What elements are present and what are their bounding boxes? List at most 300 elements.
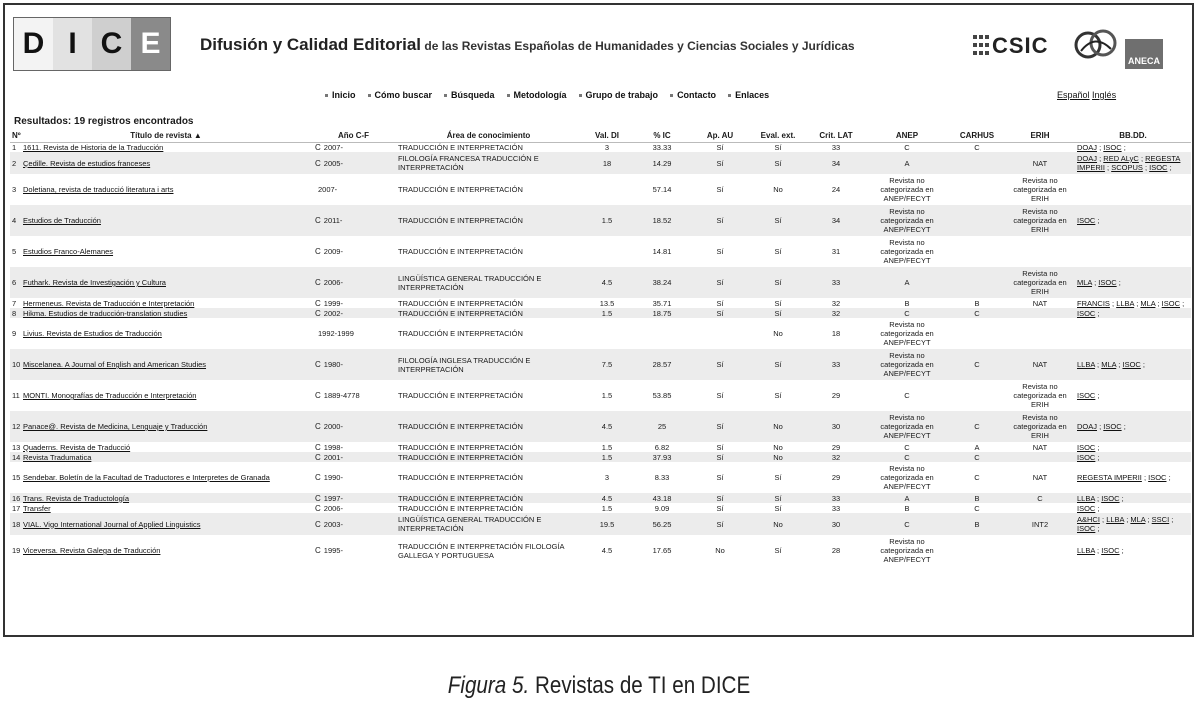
table-row: [10, 535, 1191, 566]
table-row: [10, 349, 1191, 380]
aneca-logo-text: ANECA: [1127, 56, 1160, 66]
crit-lat-cell: 32: [831, 298, 841, 308]
year-cell: [311, 308, 396, 318]
table-row: [10, 267, 1191, 298]
header-anep[interactable]: ANEP: [865, 130, 949, 142]
val-di-cell: 4.5: [581, 411, 633, 442]
ap-au-cell: Sí: [716, 298, 724, 308]
ap-au-cell: Sí: [691, 152, 749, 174]
nav-grupo-trabajo[interactable]: [579, 90, 659, 100]
database-link[interactable]: ISOC: [1077, 524, 1096, 533]
database-link[interactable]: SSCI: [1151, 515, 1170, 524]
copyright-c-mark: C: [315, 278, 321, 287]
header-eval-ext[interactable]: Eval. ext.: [749, 130, 807, 142]
ap-au-cell: Sí: [691, 308, 749, 318]
eval-ext-cell: Sí: [774, 391, 782, 400]
database-link[interactable]: RED ALyC: [1103, 154, 1139, 163]
header-carhus[interactable]: CARHUS: [949, 130, 1005, 142]
year-cell: [311, 503, 396, 513]
ap-au-cell: [691, 318, 749, 349]
year-value: 2009-: [323, 247, 343, 256]
journal-title-link[interactable]: Trans. Revista de Traductología: [23, 493, 130, 503]
val-di-cell: 1.5: [601, 503, 613, 513]
nav-label: Grupo de trabajo: [585, 90, 659, 100]
crit-lat-cell: 32: [807, 452, 865, 462]
eval-ext-cell: Sí: [774, 503, 782, 513]
row-number: 15: [12, 473, 21, 482]
header-val-di[interactable]: Val. DI: [581, 130, 633, 142]
journal-title-link[interactable]: VIAL. Vigo International Journal of Applied Linguistics: [23, 519, 201, 529]
year-cell: [311, 442, 396, 452]
row-number: 6: [10, 267, 21, 298]
journal-title-link[interactable]: Transfer: [23, 503, 51, 513]
carhus-cell: B: [949, 493, 1005, 503]
table-row: [10, 380, 1191, 411]
journal-title-link[interactable]: Estudios de Traducción: [23, 216, 101, 225]
database-link[interactable]: DOAJ: [1077, 422, 1098, 431]
header-ic[interactable]: % IC: [633, 130, 691, 142]
anep-cell: Revista no categorizada en ANEP/FECYT: [880, 320, 934, 347]
header-crit-lat[interactable]: Crit. LAT: [807, 130, 865, 142]
year-value: 1995-: [323, 546, 343, 555]
database-link[interactable]: REGESTA IMPERII: [1077, 154, 1181, 172]
databases-cell: ISOC ;: [1075, 308, 1191, 318]
databases-cell: DOAJ ; ISOC ;: [1075, 411, 1191, 442]
carhus-cell: C: [974, 503, 980, 513]
figure-caption-label: Figura 5.: [447, 672, 530, 699]
row-number: 19: [12, 546, 21, 555]
csic-logo[interactable]: [973, 31, 1049, 61]
eval-ext-cell: No: [749, 452, 807, 462]
table-row: [10, 298, 1191, 308]
anep-cell: B: [904, 298, 910, 308]
ic-cell: 38.24: [633, 267, 691, 298]
ic-cell: 37.93: [633, 452, 691, 462]
val-di-cell: 1.5: [581, 452, 633, 462]
anep-cell: C: [865, 513, 949, 535]
journal-title-link[interactable]: MONTI. Monografías de Traducción e Interpretación: [23, 391, 197, 400]
database-link[interactable]: MLA: [1077, 278, 1093, 287]
lang-en-link[interactable]: Inglés: [1092, 90, 1117, 100]
erih-cell: Revista no categorizada en ERIH: [1005, 267, 1075, 298]
nav-label: Enlaces: [735, 90, 770, 100]
database-link[interactable]: ISOC: [1098, 278, 1117, 287]
row-number: 18: [10, 513, 21, 535]
table-row: [10, 462, 1191, 493]
title-cell: [21, 205, 311, 236]
year-value: 2011-: [323, 216, 343, 225]
erih-cell: NAT: [1032, 298, 1048, 308]
year-value: 2006-: [323, 503, 343, 513]
nav-label: Cómo buscar: [374, 90, 433, 100]
aneca-logo[interactable]: [1125, 39, 1163, 69]
erih-cell: [1005, 308, 1075, 318]
copyright-c-mark: C: [315, 422, 321, 431]
title-cell: [21, 267, 311, 298]
ap-au-cell: Sí: [691, 349, 749, 380]
nav-busqueda[interactable]: [444, 90, 495, 100]
database-link[interactable]: SCOPUS: [1111, 163, 1143, 172]
area-cell: TRADUCCIÓN E INTERPRETACIÓN: [396, 452, 581, 462]
ic-cell: 33.33: [652, 142, 672, 152]
erih-cell: NAT: [1005, 152, 1075, 174]
ic-cell: 57.14: [652, 185, 672, 194]
eval-ext-cell: Sí: [774, 546, 782, 555]
ap-au-cell: Sí: [691, 267, 749, 298]
nav-label: Contacto: [677, 90, 717, 100]
journal-title-link[interactable]: Miscelanea. A Journal of English and American Studies: [23, 360, 207, 369]
database-link[interactable]: LLBA: [1077, 360, 1095, 369]
val-di-cell: 1.5: [601, 391, 613, 400]
header-year[interactable]: Año C-F: [311, 130, 396, 142]
ap-au-cell: Sí: [716, 142, 724, 152]
crit-lat-cell: 30: [807, 513, 865, 535]
row-number: 16: [12, 493, 21, 503]
journal-title-link[interactable]: Doletiana, revista de traducció literatura i arts: [23, 185, 174, 194]
copyright-c-mark: C: [315, 298, 321, 308]
copyright-c-mark: C: [315, 216, 321, 225]
ic-cell: 9.09: [654, 503, 670, 513]
databases-cell: FRANCIS ; LLBA ; MLA ; ISOC ;: [1077, 298, 1185, 308]
ic-cell: [633, 318, 691, 349]
cchs-logo-icon[interactable]: [1073, 27, 1119, 65]
copyright-c-mark: C: [315, 442, 321, 452]
database-link[interactable]: MLA: [1130, 515, 1146, 524]
eval-ext-cell: No: [773, 442, 783, 452]
copyright-c-mark: C: [315, 158, 321, 168]
journal-title-link[interactable]: Hikma. Estudios de traducción-translation studies: [23, 308, 188, 318]
carhus-cell: [949, 267, 1005, 298]
table-row: [10, 411, 1191, 442]
header-title-sort[interactable]: Título de revista ▲: [21, 130, 311, 142]
databases-cell: [1075, 236, 1191, 267]
bullet-icon: [368, 94, 371, 97]
crit-lat-cell: 29: [831, 391, 841, 400]
nav-contacto[interactable]: [670, 90, 716, 100]
copyright-c-mark: C: [315, 247, 321, 256]
title-cell: [21, 318, 311, 349]
databases-cell: [1075, 174, 1191, 205]
table-row: [10, 318, 1191, 349]
year-cell: [311, 318, 396, 349]
erih-cell: NAT: [1032, 442, 1048, 452]
val-di-cell: 18: [581, 152, 633, 174]
anep-cell: A: [865, 152, 949, 174]
row-number: 2: [10, 152, 21, 174]
crit-lat-cell: 33: [831, 142, 841, 152]
table-row: [10, 503, 1191, 513]
anep-cell: Revista no categorizada en ANEP/FECYT: [865, 411, 949, 442]
year-value: 1980-: [323, 360, 343, 369]
crit-lat-cell: 34: [807, 152, 865, 174]
crit-lat-cell: 33: [807, 267, 865, 298]
logo-letter-i: I: [53, 18, 92, 70]
site-title: [200, 35, 855, 55]
copyright-c-mark: C: [315, 391, 321, 400]
ap-au-cell: Sí: [691, 411, 749, 442]
ic-cell: 35.71: [652, 298, 672, 308]
erih-cell: INT2: [1005, 513, 1075, 535]
ap-au-cell: No: [715, 546, 725, 555]
database-link[interactable]: ISOC: [1122, 360, 1141, 369]
header-num: Nº: [12, 131, 21, 141]
nav-como-buscar[interactable]: [368, 90, 433, 100]
row-number: 4: [10, 205, 21, 236]
site-header: [5, 5, 1192, 83]
copyright-c-mark: C: [315, 473, 321, 482]
table-row: [10, 236, 1191, 267]
year-value: 2001-: [323, 452, 343, 462]
database-link[interactable]: FRANCIS: [1077, 298, 1110, 308]
copyright-c-mark: C: [315, 519, 321, 529]
crit-lat-cell: 29: [831, 442, 841, 452]
title-cell: [21, 462, 311, 493]
database-link[interactable]: MLA: [1140, 298, 1156, 308]
year-value: 1889-4778: [323, 391, 360, 400]
bullet-icon: [728, 94, 731, 97]
area-cell: TRADUCCIÓN E INTERPRETACIÓN: [398, 442, 523, 452]
nav-inicio[interactable]: [325, 90, 356, 100]
eval-ext-cell: Sí: [749, 267, 807, 298]
database-link[interactable]: ISOC: [1077, 442, 1096, 452]
figure-caption-text: Revistas de TI en DICE: [529, 672, 751, 699]
carhus-cell: [949, 205, 1005, 236]
area-cell: TRADUCCIÓN E INTERPRETACIÓN: [396, 205, 581, 236]
carhus-cell: C: [974, 142, 980, 152]
crit-lat-cell: 33: [807, 493, 865, 503]
title-cell: [21, 493, 311, 503]
crit-lat-cell: 18: [831, 329, 841, 338]
erih-cell: C: [1005, 493, 1075, 503]
database-link[interactable]: LLBA: [1116, 298, 1135, 308]
header-erih[interactable]: ERIH: [1005, 130, 1075, 142]
database-link[interactable]: DOAJ: [1077, 142, 1098, 152]
database-link[interactable]: ISOC: [1161, 298, 1181, 308]
ap-au-cell: Sí: [716, 391, 724, 400]
anep-cell: Revista no categorizada en ANEP/FECYT: [865, 349, 949, 380]
year-value: 2005-: [323, 158, 343, 168]
anep-cell: Revista no categorizada en ANEP/FECYT: [880, 537, 934, 564]
database-link[interactable]: REGESTA IMPERII: [1077, 473, 1142, 482]
nav-enlaces[interactable]: [728, 90, 769, 100]
journal-title-link[interactable]: Livius. Revista de Estudios de Traducción: [23, 329, 162, 338]
year-cell: [311, 152, 396, 174]
journal-title-link[interactable]: 1611. Revista de Historia de la Traducción: [23, 142, 164, 152]
ic-cell: 43.18: [633, 493, 691, 503]
title-cell: [21, 513, 311, 535]
ic-cell: 18.75: [633, 308, 691, 318]
table-row: [10, 142, 1191, 152]
area-cell: TRADUCCIÓN E INTERPRETACIÓN: [398, 142, 523, 152]
database-link[interactable]: ISOC: [1148, 473, 1167, 482]
bullet-icon: [325, 94, 328, 97]
journal-title-link[interactable]: Hermeneus. Revista de Traducción e Interpretación: [23, 298, 195, 308]
year-cell: [311, 462, 396, 493]
val-di-cell: 4.5: [581, 267, 633, 298]
results-table: [10, 130, 1191, 566]
eval-ext-cell: Sí: [774, 473, 782, 482]
carhus-cell: [949, 318, 1005, 349]
table-row: [10, 452, 1191, 462]
erih-cell: [1005, 535, 1075, 566]
databases-cell: DOAJ ; RED ALyC ; REGESTA IMPERII ; SCOPUS ; ISOC ;: [1075, 152, 1191, 174]
year-cell: [311, 205, 396, 236]
val-di-cell: [581, 174, 633, 205]
dice-logo[interactable]: [13, 17, 171, 71]
area-cell: TRADUCCIÓN E INTERPRETACIÓN: [396, 308, 581, 318]
carhus-cell: [949, 174, 1005, 205]
area-cell: TRADUCCIÓN E INTERPRETACIÓN: [398, 247, 523, 256]
eval-ext-cell: Sí: [749, 493, 807, 503]
copyright-c-mark: C: [315, 452, 321, 462]
carhus-cell: C: [949, 308, 1005, 318]
database-link[interactable]: LLBA: [1077, 493, 1095, 503]
anep-cell: Revista no categorizada en ANEP/FECYT: [880, 238, 934, 265]
database-link[interactable]: LLBA: [1106, 515, 1125, 524]
year-value: 1998-: [323, 442, 343, 452]
ap-au-cell: Sí: [691, 513, 749, 535]
anep-cell: A: [865, 493, 949, 503]
val-di-cell: [581, 318, 633, 349]
database-link[interactable]: ISOC: [1077, 503, 1096, 513]
row-number: 13: [12, 442, 21, 452]
journal-title-link[interactable]: Çedille. Revista de estudios franceses: [23, 158, 151, 168]
journal-title-link[interactable]: Estudios Franco-Alemanes: [23, 247, 114, 256]
val-di-cell: 3: [604, 142, 610, 152]
crit-lat-cell: 33: [831, 503, 841, 513]
header-ap-au[interactable]: Ap. AU: [691, 130, 749, 142]
csic-logo-text: CSIC: [992, 33, 1049, 58]
anep-cell: A: [865, 267, 949, 298]
val-di-cell: 19.5: [581, 513, 633, 535]
carhus-cell: B: [949, 513, 1005, 535]
area-cell: TRADUCCIÓN E INTERPRETACIÓN: [398, 185, 523, 194]
anep-cell: C: [904, 391, 910, 400]
val-di-cell: 7.5: [581, 349, 633, 380]
figure-caption: [84, 672, 1114, 700]
database-link[interactable]: MLA: [1101, 360, 1117, 369]
journal-title-link[interactable]: Futhark. Revista de Investigación y Cultura: [23, 278, 166, 287]
databases-cell: REGESTA IMPERII ; ISOC ;: [1077, 473, 1171, 482]
bullet-icon: [507, 94, 510, 97]
erih-cell: [1005, 318, 1075, 349]
databases-cell: MLA ; ISOC ;: [1075, 267, 1191, 298]
year-value: 2007-: [323, 142, 343, 152]
carhus-cell: [949, 152, 1005, 174]
val-di-cell: 1.5: [581, 205, 633, 236]
copyright-c-mark: C: [315, 493, 321, 503]
journal-title-link[interactable]: Panace@. Revista de Medicina, Lenguaje y Traducción: [23, 422, 208, 431]
ap-au-cell: Sí: [691, 452, 749, 462]
database-link[interactable]: ISOC: [1077, 391, 1096, 400]
database-link[interactable]: A&HCI: [1077, 515, 1100, 524]
databases-cell: ISOC ;: [1077, 442, 1100, 452]
database-link[interactable]: DOAJ: [1077, 154, 1098, 163]
eval-ext-cell: No: [773, 185, 783, 194]
journal-title-link[interactable]: Viceversa. Revista Galega de Traducción: [23, 546, 161, 555]
year-value: 1992-1999: [318, 329, 354, 338]
table-body: [10, 142, 1191, 566]
row-number: 12: [10, 411, 21, 442]
row-number: 7: [12, 298, 17, 308]
erih-cell: NAT: [1032, 473, 1048, 482]
database-link[interactable]: ISOC: [1103, 142, 1122, 152]
databases-cell: ISOC ;: [1077, 391, 1100, 400]
row-number: 11: [12, 391, 20, 400]
crit-lat-cell: 28: [831, 546, 841, 555]
database-link[interactable]: ISOC: [1101, 546, 1120, 555]
logo-letter-c: C: [92, 18, 131, 70]
val-di-cell: 13.5: [599, 298, 615, 308]
databases-cell: ISOC ;: [1075, 452, 1191, 462]
databases-cell: LLBA ; ISOC ;: [1075, 493, 1191, 503]
ic-cell: 8.33: [654, 473, 670, 482]
year-cell: [311, 349, 396, 380]
eval-ext-cell: Sí: [774, 298, 782, 308]
database-link[interactable]: ISOC: [1103, 422, 1122, 431]
main-nav: [325, 90, 769, 100]
ic-cell: 56.25: [633, 513, 691, 535]
title-cell: [21, 236, 311, 267]
carhus-cell: [949, 236, 1005, 267]
journal-title-link[interactable]: Revista Tradumatica: [23, 452, 92, 462]
anep-cell: Revista no categorizada en ANEP/FECYT: [880, 464, 934, 491]
site-title-subtitle: de las Revistas Españolas de Humanidades y Ciencias Sociales y Jurídicas: [421, 39, 855, 53]
copyright-c-mark: C: [315, 503, 321, 513]
ic-cell: 17.65: [652, 546, 672, 555]
ic-cell: 25: [633, 411, 691, 442]
lang-es-link[interactable]: Español: [1057, 90, 1090, 100]
database-link[interactable]: ISOC: [1077, 308, 1096, 318]
carhus-cell: C: [974, 473, 980, 482]
bullet-icon: [670, 94, 673, 97]
year-cell: [311, 267, 396, 298]
database-link[interactable]: ISOC: [1077, 452, 1096, 462]
row-number: 17: [12, 503, 21, 513]
databases-cell: LLBA ; MLA ; ISOC ;: [1075, 349, 1191, 380]
header-area[interactable]: Área de conocimiento: [396, 130, 581, 142]
databases-cell: ISOC ;: [1077, 503, 1100, 513]
year-value: 2007-: [318, 185, 338, 194]
year-cell: [311, 535, 396, 566]
database-link[interactable]: ISOC: [1101, 493, 1120, 503]
database-link[interactable]: ISOC: [1077, 216, 1096, 225]
row-number: 9: [12, 329, 17, 338]
screenshot-frame: [3, 3, 1194, 637]
anep-cell: Revista no categorizada en ANEP/FECYT: [880, 176, 934, 203]
journal-title-link[interactable]: Quaderns. Revista de Traducció: [23, 442, 131, 452]
row-number: 14: [12, 452, 21, 462]
crit-lat-cell: 31: [831, 247, 841, 256]
table-row: [10, 174, 1191, 205]
year-value: 1997-: [323, 493, 343, 503]
title-cell: [21, 142, 311, 152]
anep-cell: B: [904, 503, 910, 513]
csic-mark-icon: [973, 35, 989, 57]
nav-metodologia[interactable]: [507, 90, 567, 100]
year-value: 2006-: [323, 278, 343, 287]
database-link[interactable]: ISOC: [1149, 163, 1168, 172]
year-cell: [311, 411, 396, 442]
logo-letter-e: E: [131, 18, 170, 70]
database-link[interactable]: LLBA: [1077, 546, 1095, 555]
databases-cell: DOAJ ; ISOC ;: [1077, 142, 1126, 152]
journal-title-link[interactable]: Sendebar. Boletín de la Facultad de Traductores e Interpretes de Granada: [23, 473, 270, 482]
eval-ext-cell: Sí: [749, 152, 807, 174]
ap-au-cell: Sí: [716, 185, 724, 194]
crit-lat-cell: 24: [831, 185, 841, 194]
title-cell: [21, 152, 311, 174]
